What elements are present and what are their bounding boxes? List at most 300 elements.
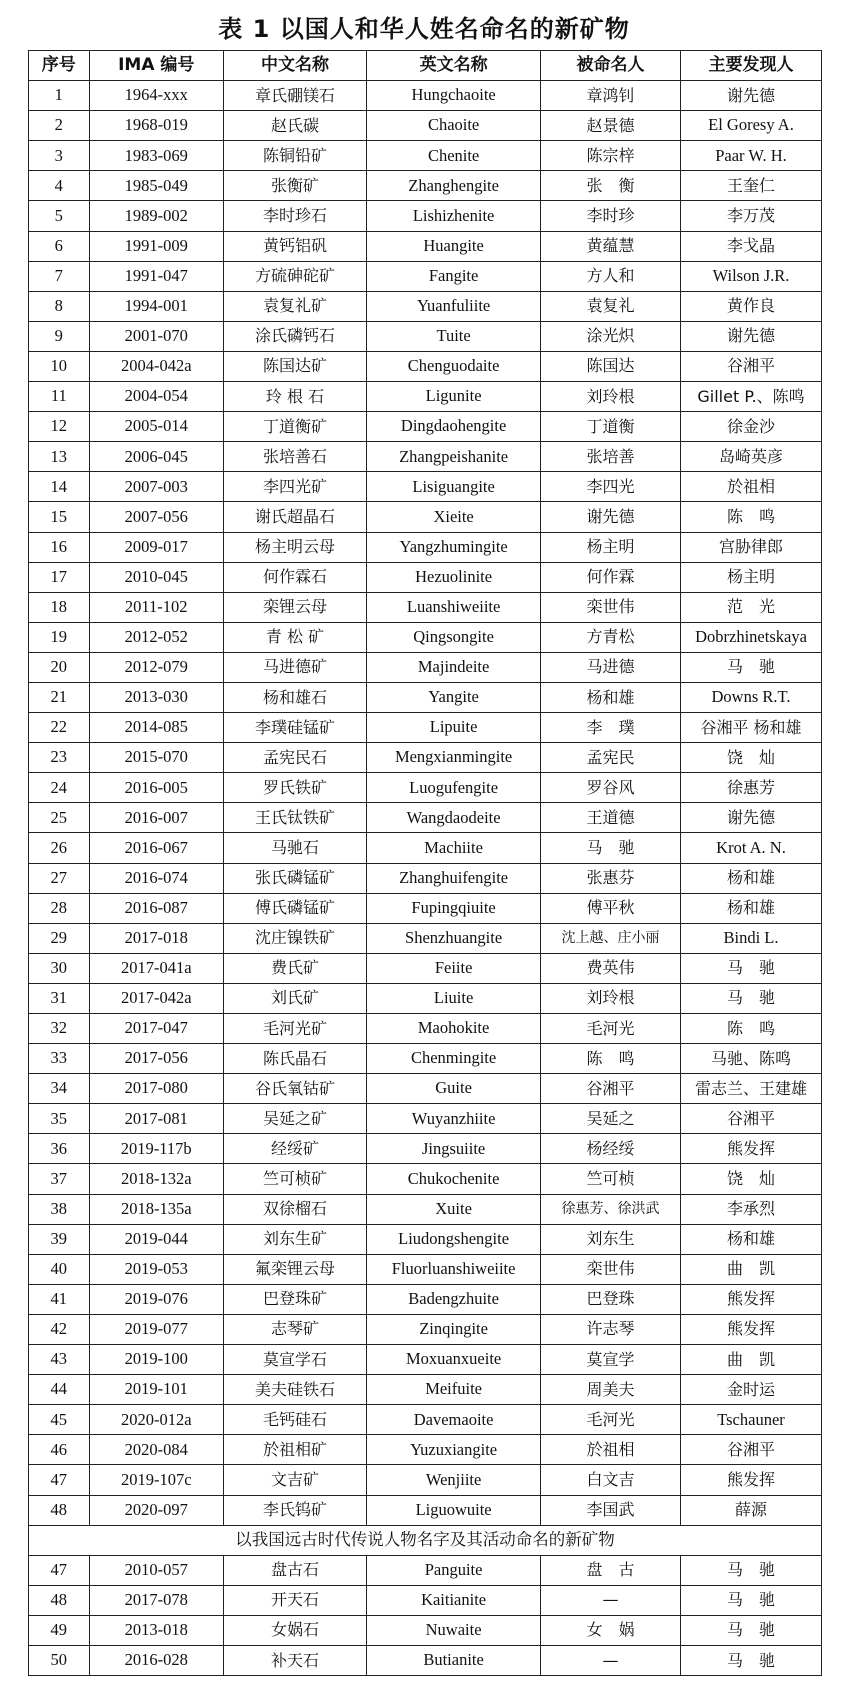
table-cell: 志琴矿: [223, 1314, 366, 1344]
table-row: [29, 261, 822, 291]
table-cell: 罗氏铁矿: [223, 773, 366, 803]
table-cell: 雷志兰、王建雄: [680, 1074, 821, 1104]
table-cell: 谷湘平: [541, 1074, 681, 1104]
table-cell: 2017-041a: [89, 953, 223, 983]
table-cell: Majindeite: [367, 652, 541, 682]
table-cell: Zinqingite: [367, 1314, 541, 1344]
table-cell: Chenguodaite: [367, 351, 541, 381]
table-cell: Huangite: [367, 231, 541, 261]
table-cell: 1964-xxx: [89, 81, 223, 111]
table-cell: 2010-057: [89, 1555, 223, 1585]
table-cell: 涂氏磷钙石: [223, 321, 366, 351]
table-cell: Tuite: [367, 321, 541, 351]
table-row: [29, 231, 822, 261]
table-cell: 2019-076: [89, 1284, 223, 1314]
table-cell: 马 驰: [680, 652, 821, 682]
table-cell: Liuite: [367, 983, 541, 1013]
table-cell: Chukochenite: [367, 1164, 541, 1194]
table-cell: Mengxianmingite: [367, 743, 541, 773]
table-cell: 袁复礼: [541, 291, 681, 321]
table-cell: Paar W. H.: [680, 141, 821, 171]
table-cell: 2016-074: [89, 863, 223, 893]
table-cell: 2016-007: [89, 803, 223, 833]
table-cell: Bindi L.: [680, 923, 821, 953]
table-row: [29, 201, 822, 231]
table-cell: Fangite: [367, 261, 541, 291]
table-cell: 吴延之矿: [223, 1104, 366, 1134]
table-cell: 饶 灿: [680, 743, 821, 773]
table-cell: 熊发挥: [680, 1284, 821, 1314]
table-cell: 45: [29, 1405, 90, 1435]
table-cell: 张惠芬: [541, 863, 681, 893]
table-cell: 谷湘平: [680, 351, 821, 381]
table-cell: Kaitianite: [367, 1585, 541, 1615]
table-cell: 杨和雄: [680, 863, 821, 893]
table-cell: 玲 根 石: [223, 382, 366, 412]
table-cell: 傅氏磷锰矿: [223, 893, 366, 923]
table-cell: Tschauner: [680, 1405, 821, 1435]
table-cell: 张培善: [541, 442, 681, 472]
table-cell: Machiite: [367, 833, 541, 863]
table-cell: 36: [29, 1134, 90, 1164]
table-cell: Hungchaoite: [367, 81, 541, 111]
table-cell: 2016-028: [89, 1645, 223, 1675]
table-row: [29, 713, 822, 743]
table-cell: 毛钙硅石: [223, 1405, 366, 1435]
table-cell: 张衡矿: [223, 171, 366, 201]
table-cell: 李戈晶: [680, 231, 821, 261]
table-body: [29, 81, 822, 1526]
table-row: [29, 1194, 822, 1224]
table-cell: 金时运: [680, 1375, 821, 1405]
table-row: [29, 532, 822, 562]
table-cell: 37: [29, 1164, 90, 1194]
table-cell: 谢先德: [541, 502, 681, 532]
table-cell: 李璞硅锰矿: [223, 713, 366, 743]
table-cell: 莫宣学石: [223, 1345, 366, 1375]
table-row: [29, 773, 822, 803]
table-cell: 杨和雄: [541, 682, 681, 712]
table-cell: 44: [29, 1375, 90, 1405]
table-cell: 盘古石: [223, 1555, 366, 1585]
table-cell: 李四光矿: [223, 472, 366, 502]
table-cell: 栾锂云母: [223, 592, 366, 622]
table-cell: 2013-030: [89, 682, 223, 712]
table-cell: 曲 凯: [680, 1345, 821, 1375]
table-cell: 毛河光: [541, 1405, 681, 1435]
table-cell: 王道德: [541, 803, 681, 833]
table-cell: 马 驰: [680, 983, 821, 1013]
table-cell: 李万茂: [680, 201, 821, 231]
table-cell: Ligunite: [367, 382, 541, 412]
table-row: [29, 1104, 822, 1134]
table-cell: 40: [29, 1254, 90, 1284]
table-cell: Chenite: [367, 141, 541, 171]
table-cell: 栾世伟: [541, 1254, 681, 1284]
table-row: [29, 923, 822, 953]
table-cell: 2013-018: [89, 1615, 223, 1645]
table-cell: 1989-002: [89, 201, 223, 231]
table-cell: 陈氏晶石: [223, 1044, 366, 1074]
table-cell: 方硫砷砣矿: [223, 261, 366, 291]
table-row: [29, 833, 822, 863]
table-cell: 袁复礼矿: [223, 291, 366, 321]
table-cell: 2017-018: [89, 923, 223, 953]
table-cell: 16: [29, 532, 90, 562]
table-cell: Qingsongite: [367, 622, 541, 652]
table-row: [29, 893, 822, 923]
table-row: [29, 1615, 822, 1645]
table-row: [29, 562, 822, 592]
table-cell: 谷湘平: [680, 1435, 821, 1465]
table-cell: 25: [29, 803, 90, 833]
table-cell: 涂光炽: [541, 321, 681, 351]
table-cell: 2020-012a: [89, 1405, 223, 1435]
table-cell: 马 驰: [680, 1555, 821, 1585]
table-cell: 28: [29, 893, 90, 923]
table-cell: —: [541, 1645, 681, 1675]
table-cell: 何作霖: [541, 562, 681, 592]
table-cell: 马进德: [541, 652, 681, 682]
table-cell: 48: [29, 1585, 90, 1615]
table-cell: Wenjiite: [367, 1465, 541, 1495]
table-cell: Feiite: [367, 953, 541, 983]
table-cell: 杨经绥: [541, 1134, 681, 1164]
table-row: [29, 622, 822, 652]
table-cell: Downs R.T.: [680, 682, 821, 712]
table-cell: 2016-087: [89, 893, 223, 923]
table-row: [29, 1014, 822, 1044]
table-cell: 宫胁律郎: [680, 532, 821, 562]
table-cell: 刘玲根: [541, 983, 681, 1013]
table-cell: 2019-101: [89, 1375, 223, 1405]
table-cell: 王氏钛铁矿: [223, 803, 366, 833]
table-cell: 2001-070: [89, 321, 223, 351]
table-cell: 2004-042a: [89, 351, 223, 381]
table-cell: 李时珍石: [223, 201, 366, 231]
table-row: [29, 321, 822, 351]
table-cell: 巴登珠: [541, 1284, 681, 1314]
table-cell: 费氏矿: [223, 953, 366, 983]
table-cell: 丁道衡: [541, 412, 681, 442]
section-body: [29, 1525, 822, 1555]
table-cell: Jingsuiite: [367, 1134, 541, 1164]
table-row: [29, 141, 822, 171]
table-cell: 7: [29, 261, 90, 291]
table-cell: 方青松: [541, 622, 681, 652]
table-cell: 14: [29, 472, 90, 502]
table-cell: 2017-056: [89, 1044, 223, 1074]
table-cell: Yuanfuliite: [367, 291, 541, 321]
table-cell: 黄钙铝矾: [223, 231, 366, 261]
table-cell: 张氏磷锰矿: [223, 863, 366, 893]
table-row: [29, 1345, 822, 1375]
table-cell: Wuyanzhiite: [367, 1104, 541, 1134]
table-cell: 22: [29, 713, 90, 743]
table-cell: 熊发挥: [680, 1465, 821, 1495]
table-cell: 26: [29, 833, 90, 863]
table-cell: Wilson J.R.: [680, 261, 821, 291]
table-cell: Yangite: [367, 682, 541, 712]
table-cell: 杨和雄: [680, 1224, 821, 1254]
table-cell: 2016-067: [89, 833, 223, 863]
table-cell: 徐惠芳、徐洪武: [541, 1194, 681, 1224]
table-cell: Dingdaohengite: [367, 412, 541, 442]
table-cell: 陈 鸣: [541, 1044, 681, 1074]
table-cell: 马驰、陈鸣: [680, 1044, 821, 1074]
table-cell: 3: [29, 141, 90, 171]
table-cell: 刘东生矿: [223, 1224, 366, 1254]
table-cell: Gillet P.、陈鸣: [680, 382, 821, 412]
table-cell: Nuwaite: [367, 1615, 541, 1645]
table-cell: Badengzhuite: [367, 1284, 541, 1314]
table-cell: 竺可桢矿: [223, 1164, 366, 1194]
table-row: [29, 1284, 822, 1314]
table-cell: Chenmingite: [367, 1044, 541, 1074]
table-cell: 1: [29, 81, 90, 111]
table-cell: 1983-069: [89, 141, 223, 171]
table-row: [29, 502, 822, 532]
table-cell: 34: [29, 1074, 90, 1104]
table-cell: 李氏钨矿: [223, 1495, 366, 1525]
table-cell: 曲 凯: [680, 1254, 821, 1284]
table-cell: Butianite: [367, 1645, 541, 1675]
table-cell: 38: [29, 1194, 90, 1224]
table-cell: 2017-042a: [89, 983, 223, 1013]
table-cell: 2016-005: [89, 773, 223, 803]
table-row: [29, 382, 822, 412]
table-title: 表 1 以国人和华人姓名命名的新矿物: [218, 15, 630, 43]
table-cell: Zhangpeishanite: [367, 442, 541, 472]
table-cell: 2019-053: [89, 1254, 223, 1284]
table-cell: 谷氏氧钴矿: [223, 1074, 366, 1104]
table-cell: 许志琴: [541, 1314, 681, 1344]
table-cell: 19: [29, 622, 90, 652]
table-cell: El Goresy A.: [680, 111, 821, 141]
table-cell: 陈铜铅矿: [223, 141, 366, 171]
table-cell: 2015-070: [89, 743, 223, 773]
table-cell: 刘东生: [541, 1224, 681, 1254]
table-cell: 王奎仁: [680, 171, 821, 201]
table-row: [29, 953, 822, 983]
table-cell: 1994-001: [89, 291, 223, 321]
table-row: [29, 81, 822, 111]
table-row: [29, 1495, 822, 1525]
table-row: [29, 983, 822, 1013]
table-cell: 栾世伟: [541, 592, 681, 622]
table-cell: 2014-085: [89, 713, 223, 743]
table-cell: 补天石: [223, 1645, 366, 1675]
table-cell: 李国武: [541, 1495, 681, 1525]
table-cell: 10: [29, 351, 90, 381]
table-cell: 黄作良: [680, 291, 821, 321]
table-row: [29, 412, 822, 442]
table-cell: 12: [29, 412, 90, 442]
table-cell: 李时珍: [541, 201, 681, 231]
table-cell: Zhanghengite: [367, 171, 541, 201]
table-cell: 43: [29, 1345, 90, 1375]
table-cell: 48: [29, 1495, 90, 1525]
table-cell: 杨主明云母: [223, 532, 366, 562]
header-cell: IMA 编号: [89, 51, 223, 81]
table-cell: 31: [29, 983, 90, 1013]
table-cell: 2: [29, 111, 90, 141]
table-cell: 张 衡: [541, 171, 681, 201]
table-row: [29, 652, 822, 682]
table-cell: 杨和雄: [680, 893, 821, 923]
table-cell: 35: [29, 1104, 90, 1134]
table-cell: 青 松 矿: [223, 622, 366, 652]
table-cell: 27: [29, 863, 90, 893]
table-cell: 17: [29, 562, 90, 592]
table-cell: 23: [29, 743, 90, 773]
table-cell: 24: [29, 773, 90, 803]
table-cell: 陈 鸣: [680, 1014, 821, 1044]
table-row: [29, 1585, 822, 1615]
table-row: [29, 1375, 822, 1405]
table-cell: 42: [29, 1314, 90, 1344]
header-cell: 序号: [29, 51, 90, 81]
legend-table-body: [29, 1555, 822, 1675]
table-row: [29, 1645, 822, 1675]
table-cell: 1991-009: [89, 231, 223, 261]
table-cell: Xieite: [367, 502, 541, 532]
table-cell: 谢先德: [680, 81, 821, 111]
table-cell: 5: [29, 201, 90, 231]
table-cell: Liguowuite: [367, 1495, 541, 1525]
table-cell: 沈上越、庄小丽: [541, 923, 681, 953]
table-row: [29, 442, 822, 472]
table-cell: 女 娲: [541, 1615, 681, 1645]
table-cell: 2012-052: [89, 622, 223, 652]
table-cell: 马 驰: [680, 953, 821, 983]
table-cell: Guite: [367, 1074, 541, 1104]
table-row: [29, 1254, 822, 1284]
table-cell: 谢先德: [680, 803, 821, 833]
table-cell: 章鸿钊: [541, 81, 681, 111]
table-cell: Zhanghuifengite: [367, 863, 541, 893]
table-cell: Panguite: [367, 1555, 541, 1585]
table-cell: 谢先德: [680, 321, 821, 351]
table-row: [29, 592, 822, 622]
minerals-table: [28, 50, 822, 1676]
table-cell: 文吉矿: [223, 1465, 366, 1495]
table-cell: 47: [29, 1555, 90, 1585]
table-cell: 2017-081: [89, 1104, 223, 1134]
table-cell: 2019-117b: [89, 1134, 223, 1164]
table-cell: 50: [29, 1645, 90, 1675]
table-cell: 谷湘平: [680, 1104, 821, 1134]
table-cell: Lipuite: [367, 713, 541, 743]
table-cell: 马 驰: [680, 1645, 821, 1675]
table-cell: 徐金沙: [680, 412, 821, 442]
table-row: [29, 1435, 822, 1465]
table-row: [29, 1164, 822, 1194]
table-cell: 2020-097: [89, 1495, 223, 1525]
header-cell: 主要发现人: [680, 51, 821, 81]
table-row: [29, 351, 822, 381]
table-cell: 马驰石: [223, 833, 366, 863]
table-cell: Moxuanxueite: [367, 1345, 541, 1375]
table-cell: 黄蕴慧: [541, 231, 681, 261]
table-row: [29, 1555, 822, 1585]
table-cell: 2019-044: [89, 1224, 223, 1254]
table-cell: 39: [29, 1224, 90, 1254]
table-cell: Chaoite: [367, 111, 541, 141]
table-row: [29, 1044, 822, 1074]
table-cell: 1968-019: [89, 111, 223, 141]
table-cell: 毛河光: [541, 1014, 681, 1044]
table-cell: Luanshiweiite: [367, 592, 541, 622]
table-cell: 盘 古: [541, 1555, 681, 1585]
table-cell: Xuite: [367, 1194, 541, 1224]
table-cell: 熊发挥: [680, 1314, 821, 1344]
table-cell: 岛崎英彦: [680, 442, 821, 472]
section-row: [29, 1525, 822, 1555]
table-cell: 马 驰: [541, 833, 681, 863]
table-cell: 开天石: [223, 1585, 366, 1615]
table-cell: 2007-056: [89, 502, 223, 532]
table-cell: 6: [29, 231, 90, 261]
table-cell: 刘玲根: [541, 382, 681, 412]
table-cell: 1985-049: [89, 171, 223, 201]
table-cell: 2018-135a: [89, 1194, 223, 1224]
table-cell: 经绥矿: [223, 1134, 366, 1164]
table-row: [29, 682, 822, 712]
table-cell: 2019-100: [89, 1345, 223, 1375]
table-row: [29, 1074, 822, 1104]
table-cell: 2006-045: [89, 442, 223, 472]
table-cell: 吴延之: [541, 1104, 681, 1134]
table-cell: 於祖相矿: [223, 1435, 366, 1465]
table-cell: 氟栾锂云母: [223, 1254, 366, 1284]
table-row: [29, 1465, 822, 1495]
table-cell: Yuzuxiangite: [367, 1435, 541, 1465]
table-cell: 4: [29, 171, 90, 201]
table-cell: Yangzhumingite: [367, 532, 541, 562]
table-cell: 1991-047: [89, 261, 223, 291]
table-cell: 薛源: [680, 1495, 821, 1525]
table-cell: 2017-080: [89, 1074, 223, 1104]
table-cell: 陈 鸣: [680, 502, 821, 532]
table-cell: 赵景德: [541, 111, 681, 141]
table-row: [29, 1134, 822, 1164]
table-cell: 竺可桢: [541, 1164, 681, 1194]
table-cell: 莫宣学: [541, 1345, 681, 1375]
table-row: [29, 472, 822, 502]
table-cell: Dobrzhinetskaya: [680, 622, 821, 652]
header-row: [29, 51, 822, 81]
table-cell: 熊发挥: [680, 1134, 821, 1164]
table-cell: 孟宪民石: [223, 743, 366, 773]
table-cell: 於祖相: [541, 1435, 681, 1465]
table-row: [29, 743, 822, 773]
table-row: [29, 291, 822, 321]
table-cell: 20: [29, 652, 90, 682]
table-cell: 刘氏矿: [223, 983, 366, 1013]
table-cell: 2018-132a: [89, 1164, 223, 1194]
table-cell: 11: [29, 382, 90, 412]
table-row: [29, 1405, 822, 1435]
header-cell: 被命名人: [541, 51, 681, 81]
table-cell: 张培善石: [223, 442, 366, 472]
table-cell: 女娲石: [223, 1615, 366, 1645]
table-cell: —: [541, 1585, 681, 1615]
table-cell: 傅平秋: [541, 893, 681, 923]
table-cell: 李承烈: [680, 1194, 821, 1224]
table-cell: 15: [29, 502, 90, 532]
table-cell: 41: [29, 1284, 90, 1314]
